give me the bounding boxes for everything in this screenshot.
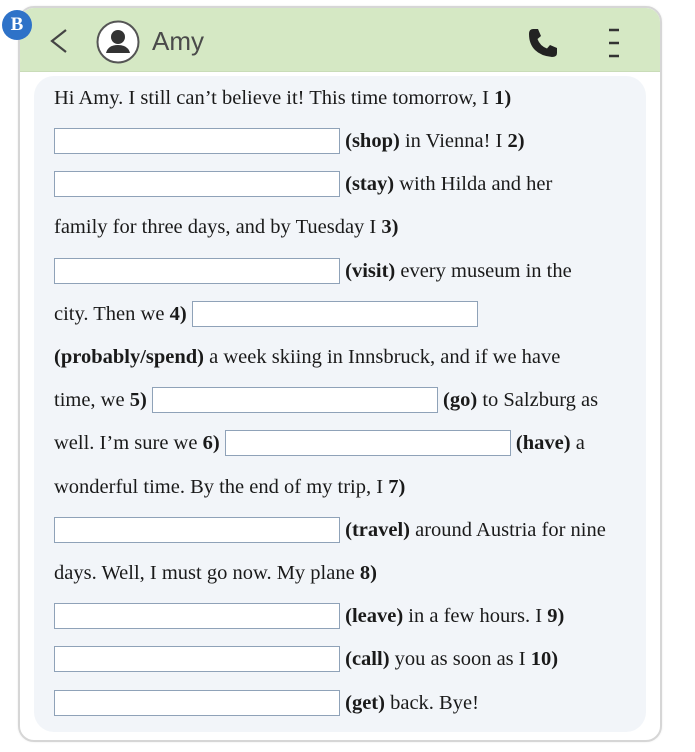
verb-hint: (probably/spend) bbox=[54, 345, 205, 368]
message-text: back. Bye! bbox=[384, 691, 479, 714]
message-text: Hi Amy. I still can’t believe it! This time tomorrow, I bbox=[54, 86, 495, 109]
blank-number: 7) bbox=[388, 475, 406, 498]
more-vertical-icon bbox=[606, 26, 622, 60]
message-text: in Vienna! I bbox=[399, 129, 508, 152]
message-text: well. I’m sure we bbox=[54, 431, 203, 454]
answer-input-7[interactable] bbox=[54, 517, 340, 543]
blank-number: 5) bbox=[129, 388, 147, 411]
message-text: a bbox=[570, 431, 585, 454]
call-button[interactable] bbox=[526, 26, 560, 60]
message-text: family for three days, and by Tuesday I bbox=[54, 215, 382, 238]
message-text: to Salzburg as bbox=[477, 388, 599, 411]
message-text: wonderful time. By the end of my trip, I bbox=[54, 475, 389, 498]
contact-avatar[interactable] bbox=[96, 20, 140, 64]
message-text: every museum in the bbox=[395, 259, 572, 282]
answer-input-10[interactable] bbox=[54, 690, 340, 716]
message-line bbox=[54, 126, 525, 156]
verb-hint: (stay) bbox=[345, 172, 395, 195]
b-badge: B bbox=[2, 10, 32, 40]
message-text: in a few hours. I bbox=[403, 604, 548, 627]
answer-input-2[interactable] bbox=[54, 171, 340, 197]
chat-window bbox=[18, 6, 662, 742]
answer-input-3[interactable] bbox=[54, 258, 340, 284]
verb-hint: (get) bbox=[345, 691, 385, 714]
answer-input-1[interactable] bbox=[54, 128, 340, 154]
answer-input-4[interactable] bbox=[192, 301, 478, 327]
message-line bbox=[54, 601, 564, 631]
contact-name: Amy bbox=[152, 26, 204, 56]
message-line bbox=[54, 83, 511, 113]
message-line bbox=[54, 256, 572, 286]
phone-icon bbox=[526, 26, 560, 60]
chat-header bbox=[20, 8, 660, 72]
verb-hint: (visit) bbox=[345, 259, 396, 282]
message-line bbox=[54, 299, 478, 329]
message-line bbox=[54, 515, 606, 545]
message-line bbox=[54, 472, 405, 502]
more-menu-button[interactable] bbox=[606, 26, 622, 60]
answer-input-5[interactable] bbox=[152, 387, 438, 413]
message-text: around Austria for nine bbox=[410, 518, 606, 541]
message-line bbox=[54, 688, 479, 718]
verb-hint: (go) bbox=[443, 388, 478, 411]
verb-hint: (have) bbox=[515, 431, 571, 454]
blank-number: 2) bbox=[507, 129, 525, 152]
message-line bbox=[54, 169, 552, 199]
message-text: time, we bbox=[54, 388, 130, 411]
message-text: a week skiing in Innsbruck, and if we have bbox=[204, 345, 561, 368]
message-line bbox=[54, 385, 598, 415]
verb-hint: (leave) bbox=[345, 604, 404, 627]
back-icon bbox=[44, 24, 72, 58]
blank-number: 1) bbox=[494, 86, 512, 109]
verb-hint: (shop) bbox=[345, 129, 400, 152]
verb-hint: (travel) bbox=[345, 518, 410, 541]
back-button[interactable] bbox=[44, 24, 72, 58]
message-text: you as soon as I bbox=[389, 647, 531, 670]
blank-number: 6) bbox=[202, 431, 220, 454]
verb-hint: (call) bbox=[345, 647, 390, 670]
message-line bbox=[54, 428, 585, 458]
avatar-icon bbox=[96, 20, 140, 64]
blank-number: 8) bbox=[359, 561, 377, 584]
answer-input-9[interactable] bbox=[54, 646, 340, 672]
message-line bbox=[54, 212, 398, 242]
message-text: with Hilda and her bbox=[394, 172, 553, 195]
message-line bbox=[54, 558, 377, 588]
message-line bbox=[54, 342, 560, 372]
answer-input-6[interactable] bbox=[225, 430, 511, 456]
message-text: days. Well, I must go now. My plane bbox=[54, 561, 360, 584]
answer-input-8[interactable] bbox=[54, 603, 340, 629]
blank-number: 9) bbox=[547, 604, 565, 627]
blank-number: 3) bbox=[381, 215, 399, 238]
blank-number: 10) bbox=[530, 647, 559, 670]
blank-number: 4) bbox=[169, 302, 187, 325]
message-line bbox=[54, 644, 558, 674]
message-text: city. Then we bbox=[54, 302, 170, 325]
